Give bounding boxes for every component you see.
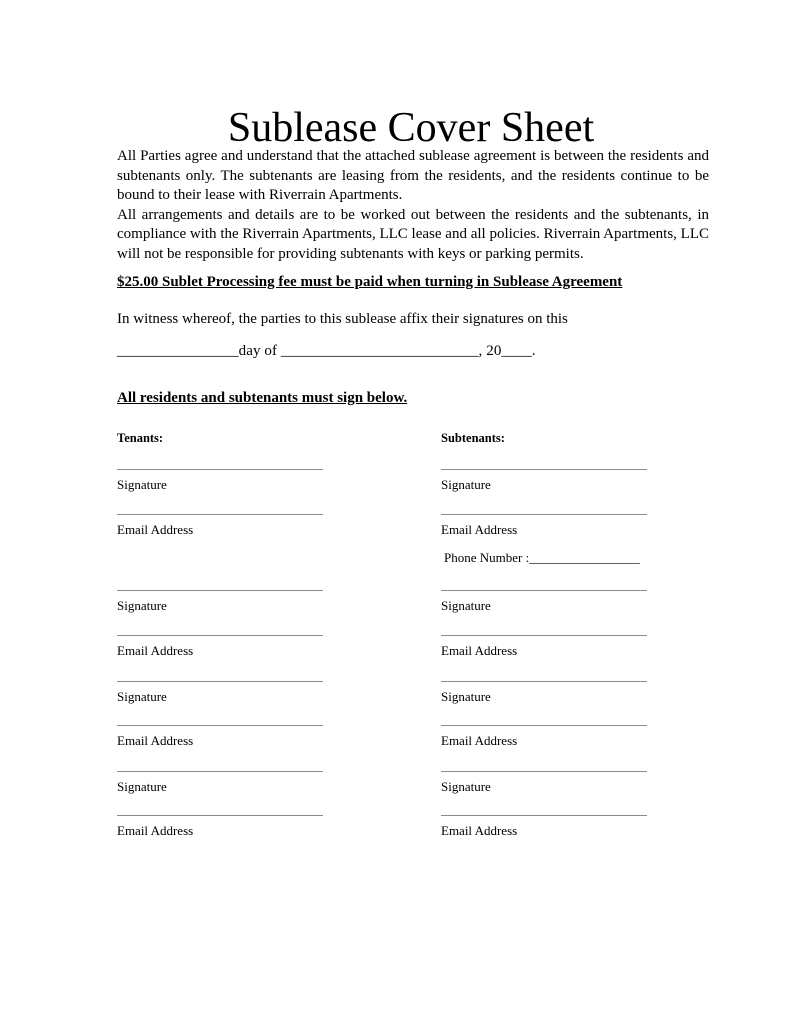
email-field-tenants-2 <box>117 514 323 537</box>
intro-paragraph-2: All arrangements and details are to be worked out between the residents and the subtenants, in compliance with the Riverrain Apartments, LLC lease and all policies. Riverrain Apartments, LLC will not be responsible for providing subtenants with keys or parking permits. <box>117 206 709 262</box>
signature-field-subtenants-5 <box>441 681 647 704</box>
fee-notice: $25.00 Sublet Processing fee must be paid when turning in Sublease Agreement <box>117 274 623 290</box>
signature-fill-in-line <box>441 681 647 682</box>
email-field-tenants-6 <box>117 725 323 748</box>
signature-label: Signature <box>441 779 491 794</box>
email-label: Email Address <box>441 522 518 537</box>
email-field-subtenants-8 <box>441 815 647 838</box>
email-label: Email Address <box>117 522 194 537</box>
email-label: Email Address <box>117 733 194 748</box>
signature-label: Signature <box>117 689 167 704</box>
email-label: Email Address <box>441 733 518 748</box>
phone-number-field: Phone Number :_________________ <box>444 550 640 565</box>
signature-fill-in-line <box>117 681 323 682</box>
sign-instruction: All residents and subtenants must sign below. <box>117 390 408 406</box>
email-field-subtenants-6 <box>441 725 647 748</box>
email-fill-in-line <box>117 725 323 726</box>
signature-field-tenants-7 <box>117 771 323 794</box>
email-fill-in-line <box>117 635 323 636</box>
email-fill-in-line <box>117 815 323 816</box>
email-fill-in-line <box>117 514 323 515</box>
subtenants-column-header: Subtenants: <box>441 431 505 445</box>
signature-fill-in-line <box>117 469 323 470</box>
email-fill-in-line <box>441 815 647 816</box>
email-field-subtenants-2 <box>441 514 647 537</box>
intro-paragraphs <box>117 147 709 264</box>
signature-field-subtenants-1 <box>441 469 647 492</box>
signature-label: Signature <box>117 477 167 492</box>
signature-field-subtenants-3 <box>441 590 647 613</box>
email-label: Email Address <box>117 643 194 658</box>
email-fill-in-line <box>441 635 647 636</box>
signature-label: Signature <box>117 598 167 613</box>
signature-field-tenants-1 <box>117 469 323 492</box>
email-fill-in-line <box>441 725 647 726</box>
signature-fill-in-line <box>441 590 647 591</box>
signature-fill-in-line <box>117 771 323 772</box>
signature-section <box>0 455 790 855</box>
email-label: Email Address <box>441 823 518 838</box>
email-field-subtenants-4 <box>441 635 647 658</box>
signature-field-tenants-3 <box>117 590 323 613</box>
witness-text: In witness whereof, the parties to this sublease affix their signatures on this <box>117 311 568 327</box>
tenants-column-header: Tenants: <box>117 431 164 445</box>
email-fill-in-line <box>441 514 647 515</box>
signature-label: Signature <box>441 689 491 704</box>
signature-field-subtenants-7 <box>441 771 647 794</box>
date-fill-in-line: ________________day of __________________________, 20____. <box>117 343 536 359</box>
signature-label: Signature <box>117 779 167 794</box>
signature-fill-in-line <box>441 771 647 772</box>
signature-fill-in-line <box>441 469 647 470</box>
email-field-tenants-4 <box>117 635 323 658</box>
signature-fill-in-line <box>117 590 323 591</box>
signature-label: Signature <box>441 598 491 613</box>
email-field-tenants-8 <box>117 815 323 838</box>
signature-field-tenants-5 <box>117 681 323 704</box>
document-title: Sublease Cover Sheet <box>227 105 595 152</box>
intro-paragraph-1: All Parties agree and understand that the attached sublease agreement is between the residents and subtenants only. The subtenants are leasing from the residents, and the residents continue to be bound to their lease with Riverrain Apartments. <box>117 148 709 203</box>
email-label: Email Address <box>117 823 194 838</box>
signature-label: Signature <box>441 477 491 492</box>
email-label: Email Address <box>441 643 518 658</box>
